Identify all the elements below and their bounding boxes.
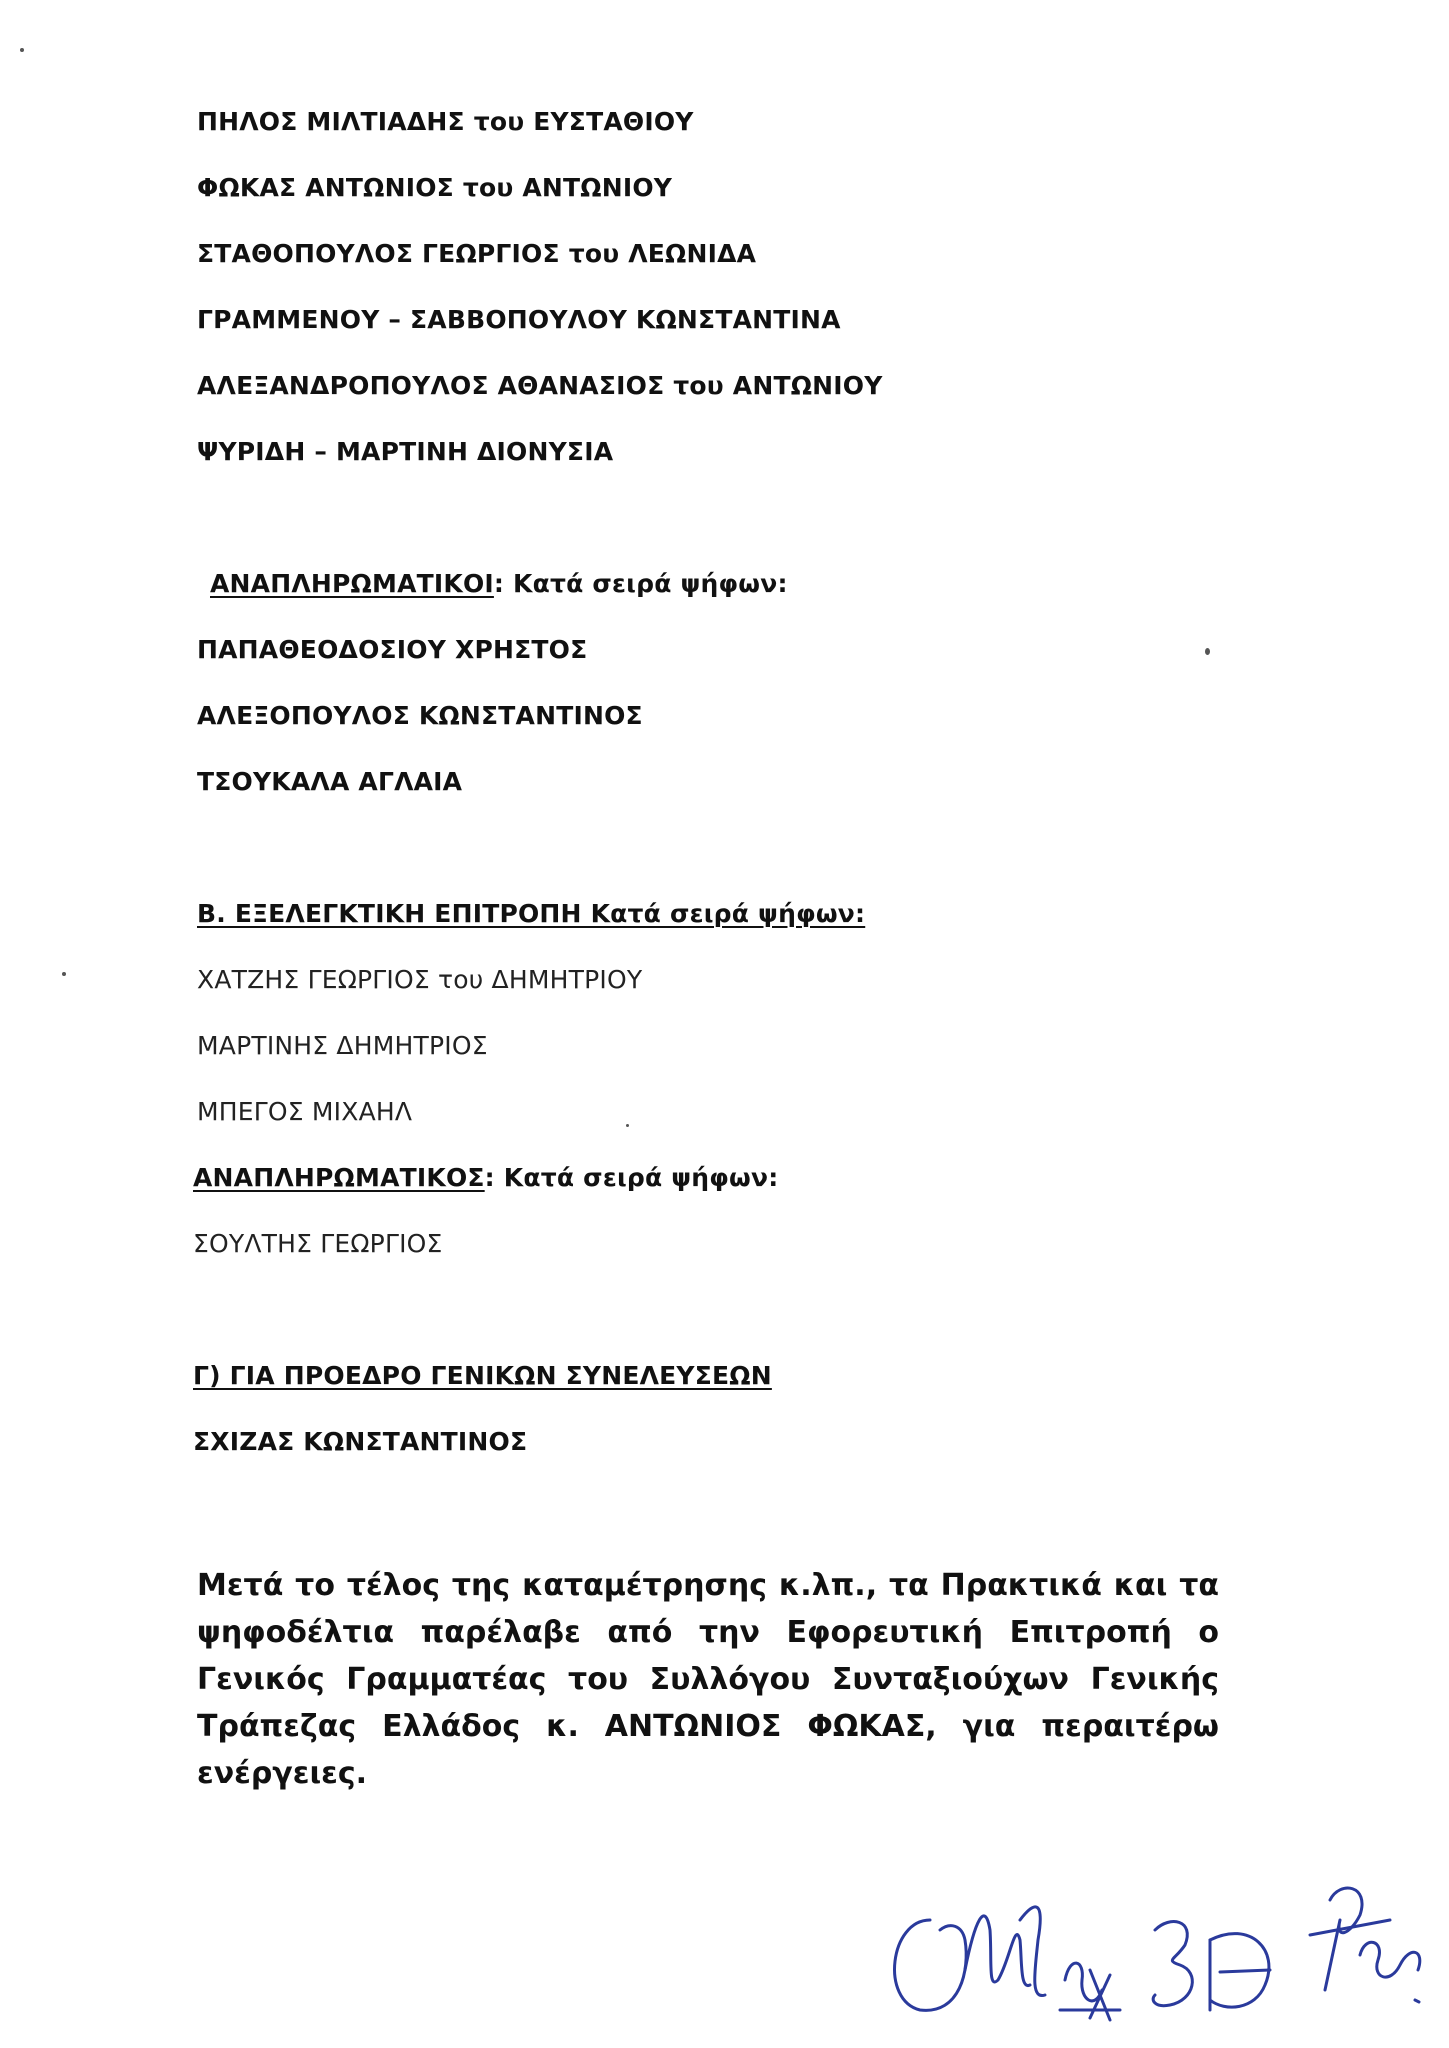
- alternate-name: ΤΣΟΥΚΑΛΑ ΑΓΛΑΙΑ: [197, 767, 463, 796]
- member-name: ΑΛΕΞΑΝΔΡΟΠΟΥΛΟΣ ΑΘΑΝΑΣΙΟΣ του ΑΝΤΩΝΙΟΥ: [197, 371, 883, 400]
- alternate-name: ΑΛΕΞΟΠΟΥΛΟΣ ΚΩΝΣΤΑΝΤΙΝΟΣ: [197, 701, 643, 730]
- chair-name: ΣΧΙΖΑΣ ΚΩΝΣΤΑΝΤΙΝΟΣ: [193, 1427, 528, 1456]
- audit-member-name: ΜΑΡΤΙΝΗΣ ΔΗΜΗΤΡΙΟΣ: [197, 1031, 488, 1060]
- audit-member-name: ΜΠΕΓΟΣ ΜΙΧΑΗΛ: [197, 1097, 413, 1126]
- member-name: ΠΗΛΟΣ ΜΙΛΤΙΑΔΗΣ του ΕΥΣΤΑΘΙΟΥ: [197, 107, 694, 136]
- chair-heading: Γ) ΓΙΑ ΠΡΟΕΔΡΟ ΓΕΝΙΚΩΝ ΣΥΝΕΛΕΥΣΕΩΝ: [193, 1361, 772, 1390]
- alternates-heading: [210, 569, 788, 599]
- handwritten-signature: [870, 1860, 1430, 2040]
- audit-member-name: ΧΑΤΖΗΣ ΓΕΩΡΓΙΟΣ του ΔΗΜΗΤΡΙΟΥ: [197, 965, 643, 994]
- scan-speck: [62, 972, 66, 976]
- audit-alternate-name: ΣΟΥΛΤΗΣ ΓΕΩΡΓΙΟΣ: [193, 1229, 443, 1258]
- scan-speck: [1205, 648, 1210, 655]
- audit-alternate-heading: [193, 1163, 778, 1193]
- member-name: ΨΥΡΙΔΗ – ΜΑΡΤΙΝΗ ΔΙΟΝΥΣΙΑ: [197, 437, 614, 466]
- audit-alternate-label: ΑΝΑΠΛΗΡΩΜΑΤΙΚΟΣ: [193, 1163, 485, 1192]
- member-name: ΦΩΚΑΣ ΑΝΤΩΝΙΟΣ του ΑΝΤΩΝΙΟΥ: [197, 173, 673, 202]
- audit-alternate-suffix: : Κατά σειρά ψήφων:: [484, 1163, 779, 1192]
- scan-speck: [20, 48, 24, 52]
- closing-paragraph: Μετά το τέλος της καταμέτρησης κ.λπ., τα Πρακτικά και τα ψηφοδέλτια παρέλαβε από την Εφορευτική Επιτροπή ο Γενικός Γραμματέας του Συλλόγου Συνταξιούχων Γενικής Τράπεζας Ελλάδος κ. ΑΝΤΩΝΙΟΣ ΦΩΚΑΣ, για περαιτέρω ενέργειες.: [197, 1568, 1219, 1791]
- member-name: ΣΤΑΘΟΠΟΥΛΟΣ ΓΕΩΡΓΙΟΣ του ΛΕΩΝΙΔΑ: [197, 239, 757, 268]
- member-name: ΓΡΑΜΜΕΝΟΥ – ΣΑΒΒΟΠΟΥΛΟΥ ΚΩΝΣΤΑΝΤΙΝΑ: [197, 305, 841, 334]
- alternates-suffix: : Κατά σειρά ψήφων:: [493, 569, 788, 598]
- audit-committee-heading: Β. ΕΞΕΛΕΓΚΤΙΚΗ ΕΠΙΤΡΟΠΗ Κατά σειρά ψήφων:: [197, 899, 866, 928]
- alternate-name: ΠΑΠΑΘΕΟΔΟΣΙΟΥ ΧΡΗΣΤΟΣ: [197, 635, 588, 664]
- scan-speck: [626, 1124, 629, 1127]
- alternates-label: ΑΝΑΠΛΗΡΩΜΑΤΙΚΟΙ: [210, 569, 494, 598]
